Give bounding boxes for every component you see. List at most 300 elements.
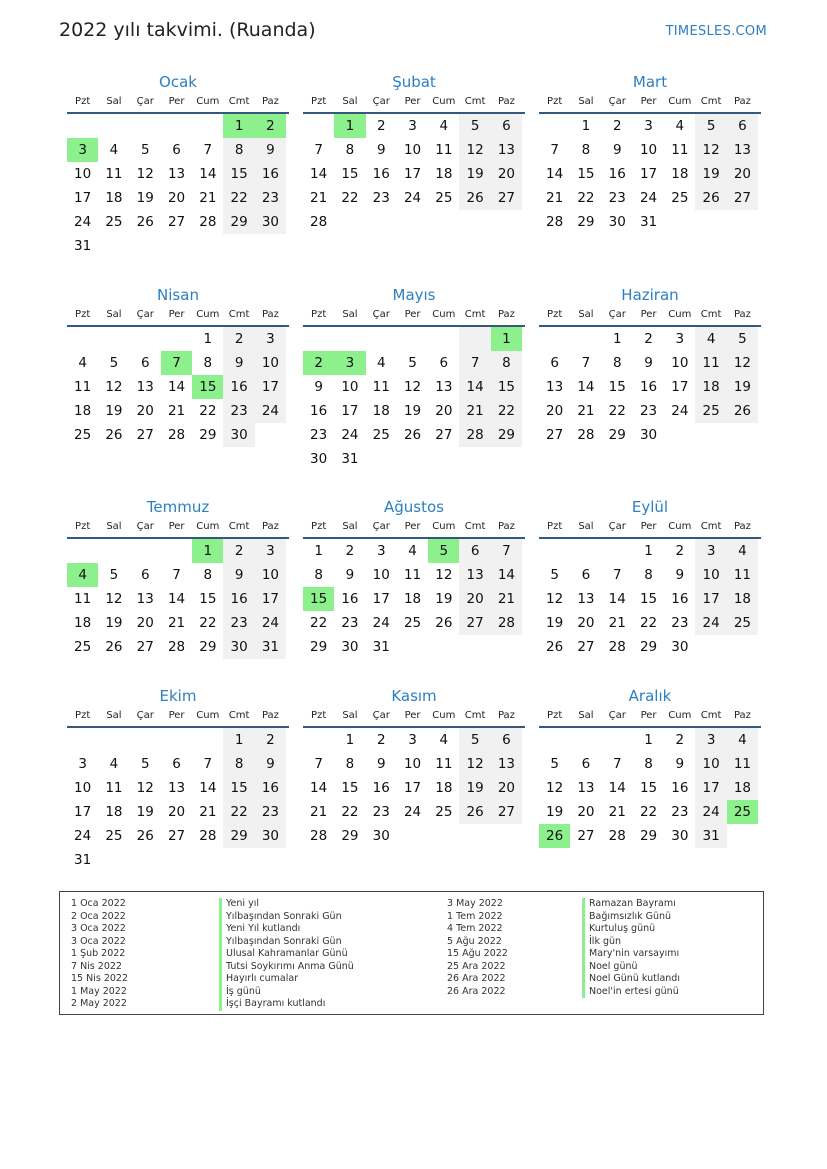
day-cell: 20 <box>491 162 522 186</box>
day-cell: 14 <box>459 375 490 399</box>
holiday-day-cell: 3 <box>334 351 365 375</box>
day-cell: 21 <box>608 804 626 820</box>
day-cell: 7 <box>314 756 323 772</box>
weekday-label: Çar <box>136 710 154 721</box>
month-name: Aralık <box>628 687 672 705</box>
weekday-label: Pzt <box>547 309 563 320</box>
holiday-day-cell: 25 <box>727 800 758 824</box>
day-cell: 19 <box>136 804 154 820</box>
day-cell: 4 <box>408 543 417 559</box>
day-cell: 27 <box>546 427 564 443</box>
weekday-label: Paz <box>497 710 515 721</box>
day-cell: 28 <box>310 214 328 230</box>
day-cell: 5 <box>408 355 417 371</box>
day-cell: 17 <box>372 591 390 607</box>
legend-date: 3 Oca 2022 <box>71 935 126 947</box>
day-cell: 16 <box>671 591 689 607</box>
day-cell: 8 <box>612 355 622 371</box>
day-cell: 17 <box>403 780 422 796</box>
day-cell: 10 <box>372 567 390 583</box>
holiday-legend <box>59 891 764 1015</box>
holiday-day-cell: 1 <box>192 539 223 563</box>
day-cell: 22 <box>577 190 595 206</box>
day-grid <box>539 539 761 659</box>
day-cell: 1 <box>345 732 355 748</box>
day-grid <box>67 728 289 872</box>
day-cell: 24 <box>255 611 286 635</box>
day-cell: 8 <box>203 355 213 371</box>
weekday-label: Cum <box>668 710 692 721</box>
empty-cell <box>539 114 570 138</box>
day-cell: 17 <box>695 587 726 611</box>
weekday-label: Pzt <box>75 309 91 320</box>
weekday-label: Çar <box>608 309 626 320</box>
legend-holiday-name: Noel Günü kutlandı <box>582 973 680 986</box>
legend-names-left <box>219 898 354 1011</box>
weekday-label: Çar <box>372 710 390 721</box>
day-cell: 21 <box>608 615 626 631</box>
day-cell: 17 <box>74 804 92 820</box>
weekday-label: Paz <box>497 309 515 320</box>
weekday-label: Pzt <box>311 309 327 320</box>
day-cell: 2 <box>376 732 386 748</box>
day-cell: 19 <box>546 804 564 820</box>
weekday-label: Paz <box>733 96 751 107</box>
day-cell: 11 <box>695 351 726 375</box>
day-cell: 29 <box>639 828 658 844</box>
month-name: Ocak <box>159 73 197 91</box>
empty-cell <box>67 728 98 752</box>
day-cell: 2 <box>345 543 355 559</box>
day-grid <box>303 728 525 848</box>
weekday-header <box>539 710 761 727</box>
weekday-label: Çar <box>372 521 390 532</box>
day-cell: 29 <box>639 639 658 655</box>
day-cell: 20 <box>167 804 186 820</box>
weekday-label: Cmt <box>700 521 722 532</box>
day-cell: 2 <box>223 539 254 563</box>
day-cell: 11 <box>435 756 453 772</box>
day-cell: 13 <box>546 379 564 395</box>
legend-names-right <box>582 898 680 998</box>
legend-holiday-name: İşçi Bayramı kutlandı <box>219 998 354 1011</box>
day-cell: 4 <box>695 327 726 351</box>
weekday-label: Çar <box>136 96 154 107</box>
month-name: Şubat <box>392 73 436 91</box>
month-block <box>539 685 761 848</box>
day-cell: 23 <box>372 190 390 206</box>
empty-cell <box>303 728 334 752</box>
day-cell: 4 <box>439 118 449 134</box>
day-cell: 4 <box>78 355 87 371</box>
day-grid <box>539 327 761 447</box>
day-cell: 31 <box>695 824 726 848</box>
day-cell: 19 <box>435 591 453 607</box>
day-cell: 15 <box>577 166 595 182</box>
day-cell: 17 <box>255 587 286 611</box>
day-cell: 3 <box>675 331 685 347</box>
day-cell: 25 <box>435 804 453 820</box>
day-cell: 18 <box>403 591 422 607</box>
legend-holiday-name: Tutsi Soykırımı Anma Günü <box>219 961 354 974</box>
day-cell: 28 <box>491 611 522 635</box>
empty-cell <box>161 327 192 351</box>
day-cell: 5 <box>459 728 490 752</box>
day-cell: 16 <box>223 375 254 399</box>
legend-date: 26 Ara 2022 <box>447 985 506 997</box>
day-cell: 29 <box>199 639 217 655</box>
holiday-day-cell: 3 <box>67 138 98 162</box>
day-cell: 28 <box>167 427 186 443</box>
day-cell: 21 <box>199 804 217 820</box>
day-cell: 24 <box>74 214 92 230</box>
day-cell: 12 <box>105 379 123 395</box>
weekday-label: Çar <box>608 710 626 721</box>
day-cell: 28 <box>199 214 217 230</box>
month-block <box>67 284 289 447</box>
day-cell: 6 <box>491 114 522 138</box>
day-cell: 25 <box>372 427 390 443</box>
day-cell: 6 <box>140 567 150 583</box>
weekday-label: Sal <box>578 309 594 320</box>
weekday-label: Sal <box>106 521 122 532</box>
day-cell: 25 <box>727 611 758 635</box>
day-cell: 11 <box>727 752 758 776</box>
day-cell: 10 <box>695 563 726 587</box>
weekday-label: Cum <box>196 309 220 320</box>
empty-cell <box>161 539 192 563</box>
day-cell: 11 <box>403 567 422 583</box>
day-grid <box>67 114 289 258</box>
site-link[interactable]: TIMESLES.COM <box>665 24 767 39</box>
weekday-label: Cum <box>196 521 220 532</box>
weekday-label: Cum <box>668 521 692 532</box>
day-cell: 29 <box>223 824 254 848</box>
day-cell: 30 <box>255 210 286 234</box>
holiday-day-cell: 26 <box>539 824 570 848</box>
legend-date: 1 Oca 2022 <box>71 898 126 909</box>
month-name: Mart <box>632 73 668 91</box>
day-cell: 9 <box>675 567 685 583</box>
day-cell: 26 <box>435 615 453 631</box>
empty-cell <box>539 728 570 752</box>
month-block <box>303 284 525 471</box>
day-cell: 13 <box>167 166 186 182</box>
legend-holiday-name: Noel'in ertesi günü <box>582 986 680 999</box>
day-cell: 23 <box>310 427 328 443</box>
weekday-label: Pzt <box>75 96 91 107</box>
day-grid <box>303 539 525 659</box>
month-name: Ekim <box>159 687 197 705</box>
day-cell: 2 <box>675 732 685 748</box>
day-cell: 10 <box>403 142 422 158</box>
day-cell: 26 <box>136 214 154 230</box>
day-cell: 8 <box>644 756 653 772</box>
weekday-label: Cmt <box>700 96 722 107</box>
weekday-label: Per <box>640 96 657 107</box>
day-cell: 15 <box>639 591 658 607</box>
day-cell: 8 <box>223 138 254 162</box>
day-cell: 22 <box>199 403 217 419</box>
weekday-label: Per <box>640 710 657 721</box>
empty-cell <box>428 327 459 351</box>
day-cell: 25 <box>105 828 123 844</box>
day-cell: 30 <box>671 639 689 655</box>
day-cell: 18 <box>105 804 123 820</box>
day-cell: 6 <box>459 539 490 563</box>
day-cell: 10 <box>671 355 689 371</box>
weekday-label: Paz <box>733 710 751 721</box>
day-cell: 16 <box>223 587 254 611</box>
day-cell: 10 <box>341 379 359 395</box>
holiday-day-cell: 4 <box>67 563 98 587</box>
day-grid <box>539 728 761 848</box>
day-cell: 19 <box>136 190 154 206</box>
day-cell: 23 <box>255 800 286 824</box>
legend-holiday-name: Kurtuluş günü <box>582 923 680 936</box>
day-cell: 11 <box>105 166 123 182</box>
holiday-day-cell: 2 <box>303 351 334 375</box>
day-cell: 26 <box>136 828 154 844</box>
day-cell: 5 <box>550 756 559 772</box>
day-cell: 2 <box>612 118 622 134</box>
day-cell: 19 <box>105 615 123 631</box>
legend-date: 2 May 2022 <box>71 998 127 1009</box>
weekday-label: Pzt <box>75 521 91 532</box>
empty-cell <box>459 327 490 351</box>
day-cell: 14 <box>608 591 626 607</box>
month-name: Temmuz <box>146 498 210 516</box>
legend-holiday-name: Yeni Yıl kutlandı <box>219 923 354 936</box>
day-cell: 25 <box>671 190 689 206</box>
empty-cell <box>602 728 633 752</box>
legend-date: 4 Tem 2022 <box>447 923 503 934</box>
day-cell: 8 <box>491 351 522 375</box>
day-cell: 27 <box>727 186 758 210</box>
empty-cell <box>192 114 223 138</box>
day-cell: 22 <box>223 186 254 210</box>
weekday-label: Çar <box>372 96 390 107</box>
day-cell: 23 <box>372 804 390 820</box>
day-cell: 30 <box>372 828 390 844</box>
day-cell: 8 <box>345 142 355 158</box>
page-title: 2022 yılı takvimi. (Ruanda) <box>59 19 316 41</box>
day-cell: 20 <box>577 615 595 631</box>
day-cell: 6 <box>172 756 181 772</box>
empty-cell <box>366 327 397 351</box>
day-cell: 18 <box>74 615 92 631</box>
day-cell: 27 <box>136 639 154 655</box>
day-cell: 31 <box>74 238 92 254</box>
day-cell: 23 <box>341 615 359 631</box>
empty-cell <box>570 728 601 752</box>
day-cell: 7 <box>612 567 622 583</box>
day-cell: 13 <box>491 138 522 162</box>
day-cell: 7 <box>203 756 213 772</box>
legend-date: 15 Nis 2022 <box>71 973 128 984</box>
day-cell: 13 <box>435 379 453 395</box>
day-cell: 20 <box>491 776 522 800</box>
empty-cell <box>67 327 98 351</box>
month-name: Ağustos <box>384 498 444 516</box>
day-cell: 12 <box>435 567 453 583</box>
day-cell: 15 <box>341 780 359 796</box>
day-cell: 12 <box>727 351 758 375</box>
day-cell: 30 <box>223 635 254 659</box>
day-cell: 4 <box>675 118 685 134</box>
day-cell: 4 <box>109 142 119 158</box>
day-cell: 26 <box>546 639 564 655</box>
day-cell: 18 <box>372 403 390 419</box>
weekday-header <box>303 309 525 326</box>
weekday-header <box>539 521 761 538</box>
weekday-label: Cmt <box>228 309 250 320</box>
day-cell: 24 <box>671 403 689 419</box>
day-cell: 5 <box>109 567 119 583</box>
weekday-label: Per <box>168 521 185 532</box>
day-cell: 6 <box>581 756 591 772</box>
day-cell: 9 <box>255 138 286 162</box>
day-cell: 13 <box>167 780 186 796</box>
day-cell: 30 <box>671 828 689 844</box>
day-cell: 1 <box>203 331 213 347</box>
day-cell: 4 <box>376 355 386 371</box>
day-cell: 1 <box>644 732 653 748</box>
day-cell: 2 <box>223 327 254 351</box>
day-cell: 29 <box>608 427 626 443</box>
empty-cell <box>570 327 601 351</box>
day-cell: 5 <box>140 142 150 158</box>
month-block <box>539 496 761 659</box>
day-cell: 23 <box>639 403 658 419</box>
day-cell: 31 <box>255 635 286 659</box>
empty-cell <box>130 728 161 752</box>
empty-cell <box>67 539 98 563</box>
day-cell: 19 <box>695 162 726 186</box>
day-cell: 14 <box>608 780 626 796</box>
day-cell: 19 <box>403 403 422 419</box>
day-cell: 18 <box>74 403 92 419</box>
weekday-label: Per <box>168 309 185 320</box>
day-cell: 24 <box>372 615 390 631</box>
day-cell: 22 <box>199 615 217 631</box>
day-cell: 27 <box>577 639 595 655</box>
weekday-label: Cmt <box>700 309 722 320</box>
day-cell: 11 <box>671 142 689 158</box>
weekday-label: Paz <box>497 96 515 107</box>
weekday-label: Per <box>404 309 421 320</box>
weekday-label: Cmt <box>464 96 486 107</box>
day-cell: 12 <box>105 591 123 607</box>
day-cell: 28 <box>546 214 564 230</box>
day-cell: 7 <box>491 539 522 563</box>
empty-cell <box>303 327 334 351</box>
month-block <box>539 71 761 234</box>
day-cell: 19 <box>459 162 490 186</box>
day-cell: 16 <box>341 591 359 607</box>
holiday-day-cell: 1 <box>491 327 522 351</box>
legend-date: 15 Ağu 2022 <box>447 948 508 959</box>
weekday-header <box>539 96 761 113</box>
day-cell: 29 <box>223 210 254 234</box>
weekday-label: Çar <box>372 309 390 320</box>
day-cell: 3 <box>408 732 417 748</box>
weekday-label: Paz <box>261 710 279 721</box>
month-name: Nisan <box>157 286 199 304</box>
empty-cell <box>130 539 161 563</box>
day-cell: 23 <box>223 611 254 635</box>
day-cell: 24 <box>341 427 359 443</box>
day-cell: 27 <box>167 828 186 844</box>
empty-cell <box>67 114 98 138</box>
month-block <box>67 71 289 258</box>
day-cell: 8 <box>581 142 591 158</box>
day-cell: 6 <box>550 355 559 371</box>
day-cell: 31 <box>74 852 92 868</box>
weekday-label: Cmt <box>228 710 250 721</box>
holiday-day-cell: 15 <box>303 587 334 611</box>
weekday-label: Sal <box>342 309 358 320</box>
day-cell: 16 <box>255 776 286 800</box>
holiday-day-cell: 5 <box>428 539 459 563</box>
day-cell: 17 <box>74 190 92 206</box>
legend-dates-right <box>447 898 508 998</box>
day-cell: 19 <box>727 375 758 399</box>
day-cell: 5 <box>140 756 150 772</box>
legend-holiday-name: Ulusal Kahramanlar Günü <box>219 948 354 961</box>
day-cell: 30 <box>639 427 658 443</box>
day-cell: 18 <box>105 190 123 206</box>
day-cell: 14 <box>167 591 186 607</box>
day-cell: 31 <box>639 214 658 230</box>
legend-holiday-name: İş günü <box>219 986 354 999</box>
day-cell: 13 <box>577 780 595 796</box>
day-cell: 10 <box>255 563 286 587</box>
day-cell: 25 <box>403 615 422 631</box>
day-cell: 9 <box>675 756 685 772</box>
day-cell: 4 <box>727 539 758 563</box>
day-cell: 16 <box>255 162 286 186</box>
day-cell: 19 <box>105 403 123 419</box>
day-cell: 3 <box>408 118 417 134</box>
day-cell: 5 <box>550 567 559 583</box>
day-cell: 26 <box>459 800 490 824</box>
day-cell: 30 <box>255 824 286 848</box>
weekday-label: Paz <box>261 96 279 107</box>
day-cell: 22 <box>341 804 359 820</box>
day-cell: 14 <box>167 379 186 395</box>
weekday-label: Cum <box>432 309 456 320</box>
day-cell: 3 <box>695 728 726 752</box>
day-cell: 16 <box>372 780 390 796</box>
day-cell: 19 <box>546 615 564 631</box>
day-cell: 5 <box>695 114 726 138</box>
day-cell: 17 <box>639 166 658 182</box>
day-cell: 17 <box>341 403 359 419</box>
day-cell: 25 <box>695 399 726 423</box>
day-cell: 30 <box>608 214 626 230</box>
weekday-label: Cmt <box>464 710 486 721</box>
day-cell: 20 <box>459 587 490 611</box>
day-cell: 15 <box>341 166 359 182</box>
day-cell: 7 <box>459 351 490 375</box>
day-cell: 12 <box>695 138 726 162</box>
day-cell: 7 <box>612 756 622 772</box>
day-cell: 6 <box>172 142 181 158</box>
weekday-header <box>67 309 289 326</box>
day-cell: 9 <box>376 142 386 158</box>
day-cell: 23 <box>608 190 626 206</box>
